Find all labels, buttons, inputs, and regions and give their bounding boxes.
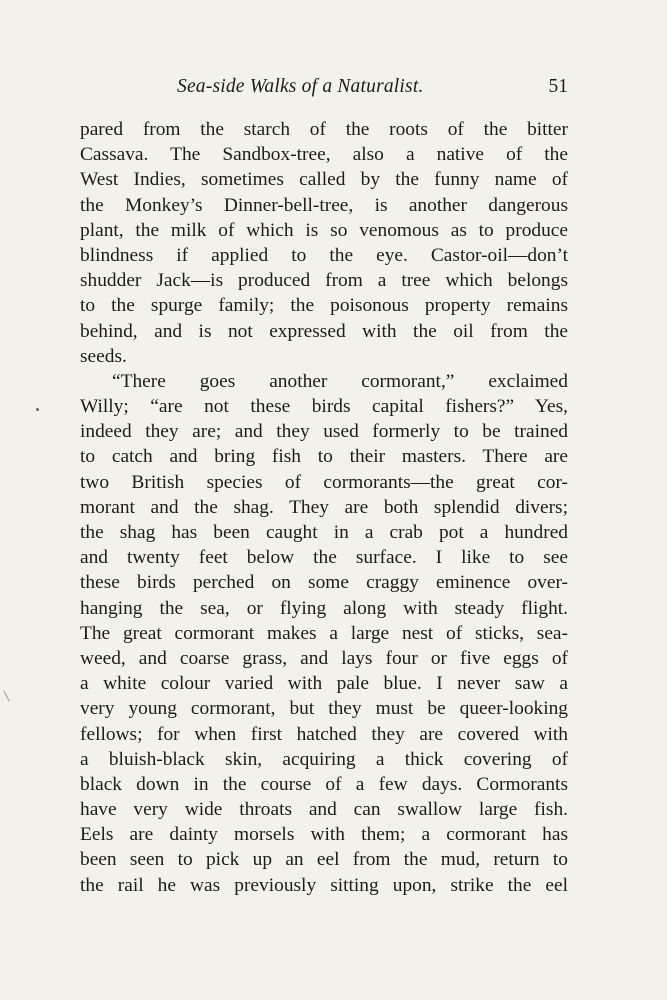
- text-line: indeed they are; and they used formerly to be trained: [80, 421, 568, 443]
- text-line: been seen to pick up an eel from the mud, return to: [80, 849, 568, 871]
- text-line: very young cormorant, but they must be queer-looking: [80, 698, 568, 720]
- text-line: blindness if applied to the eye. Castor-oil—don’t: [80, 244, 568, 266]
- text-line: to catch and bring fish to their masters. There are: [80, 446, 568, 468]
- text-line: weed, and coarse grass, and lays four or five eggs of: [80, 647, 568, 669]
- text-line: the Monkey’s Dinner-bell-tree, is another dangerous: [80, 194, 568, 216]
- margin-mark: [3, 690, 10, 701]
- text-line: hanging the sea, or flying along with steady flight.: [80, 597, 568, 619]
- text-line: black down in the course of a few days. Cormorants: [80, 773, 568, 795]
- ink-speck: [36, 408, 39, 411]
- text-line: have very wide throats and can swallow large fish.: [80, 799, 568, 821]
- text-line: pared from the starch of the roots of the bitter: [80, 119, 568, 140]
- text-line: to the spurge family; the poisonous property remains: [80, 295, 568, 317]
- paragraph-start-line: “There goes another cormorant,” exclaimed: [112, 370, 568, 392]
- text-line: a white colour varied with pale blue. I never saw a: [80, 673, 568, 695]
- text-line: these birds perched on some craggy eminence over-: [80, 572, 568, 594]
- text-line: Cassava. The Sandbox-tree, also a native of the: [80, 144, 568, 166]
- running-title: Sea-side Walks of a Naturalist.: [177, 76, 424, 97]
- text-line: fellows; for when first hatched they are covered with: [80, 723, 568, 745]
- text-line: Willy; “are not these birds capital fishers?” Yes,: [80, 396, 568, 418]
- text-line: behind, and is not expressed with the oil from the: [80, 320, 568, 342]
- text-line: two British species of cormorants—the great cor-: [80, 471, 568, 493]
- page-number: 51: [548, 76, 568, 97]
- text-line: a bluish-black skin, acquiring a thick covering of: [80, 748, 568, 770]
- text-line: the rail he was previously sitting upon, strike the eel: [80, 874, 568, 896]
- text-line: and twenty feet below the surface. I like to see: [80, 547, 568, 569]
- text-line: The great cormorant makes a large nest of sticks, sea-: [80, 622, 568, 644]
- paragraph-end-line: seeds.: [80, 345, 127, 367]
- text-line: West Indies, sometimes called by the funny name of: [80, 169, 568, 191]
- text-line: morant and the shag. They are both splendid divers;: [80, 496, 568, 518]
- body-text: [80, 117, 568, 898]
- text-line: Eels are dainty morsels with them; a cormorant has: [80, 824, 568, 846]
- text-line: the shag has been caught in a crab pot a hundred: [80, 522, 568, 543]
- text-line: shudder Jack—is produced from a tree which belongs: [80, 270, 568, 292]
- page-header: [80, 76, 568, 106]
- text-line: plant, the milk of which is so venomous as to produce: [80, 219, 568, 241]
